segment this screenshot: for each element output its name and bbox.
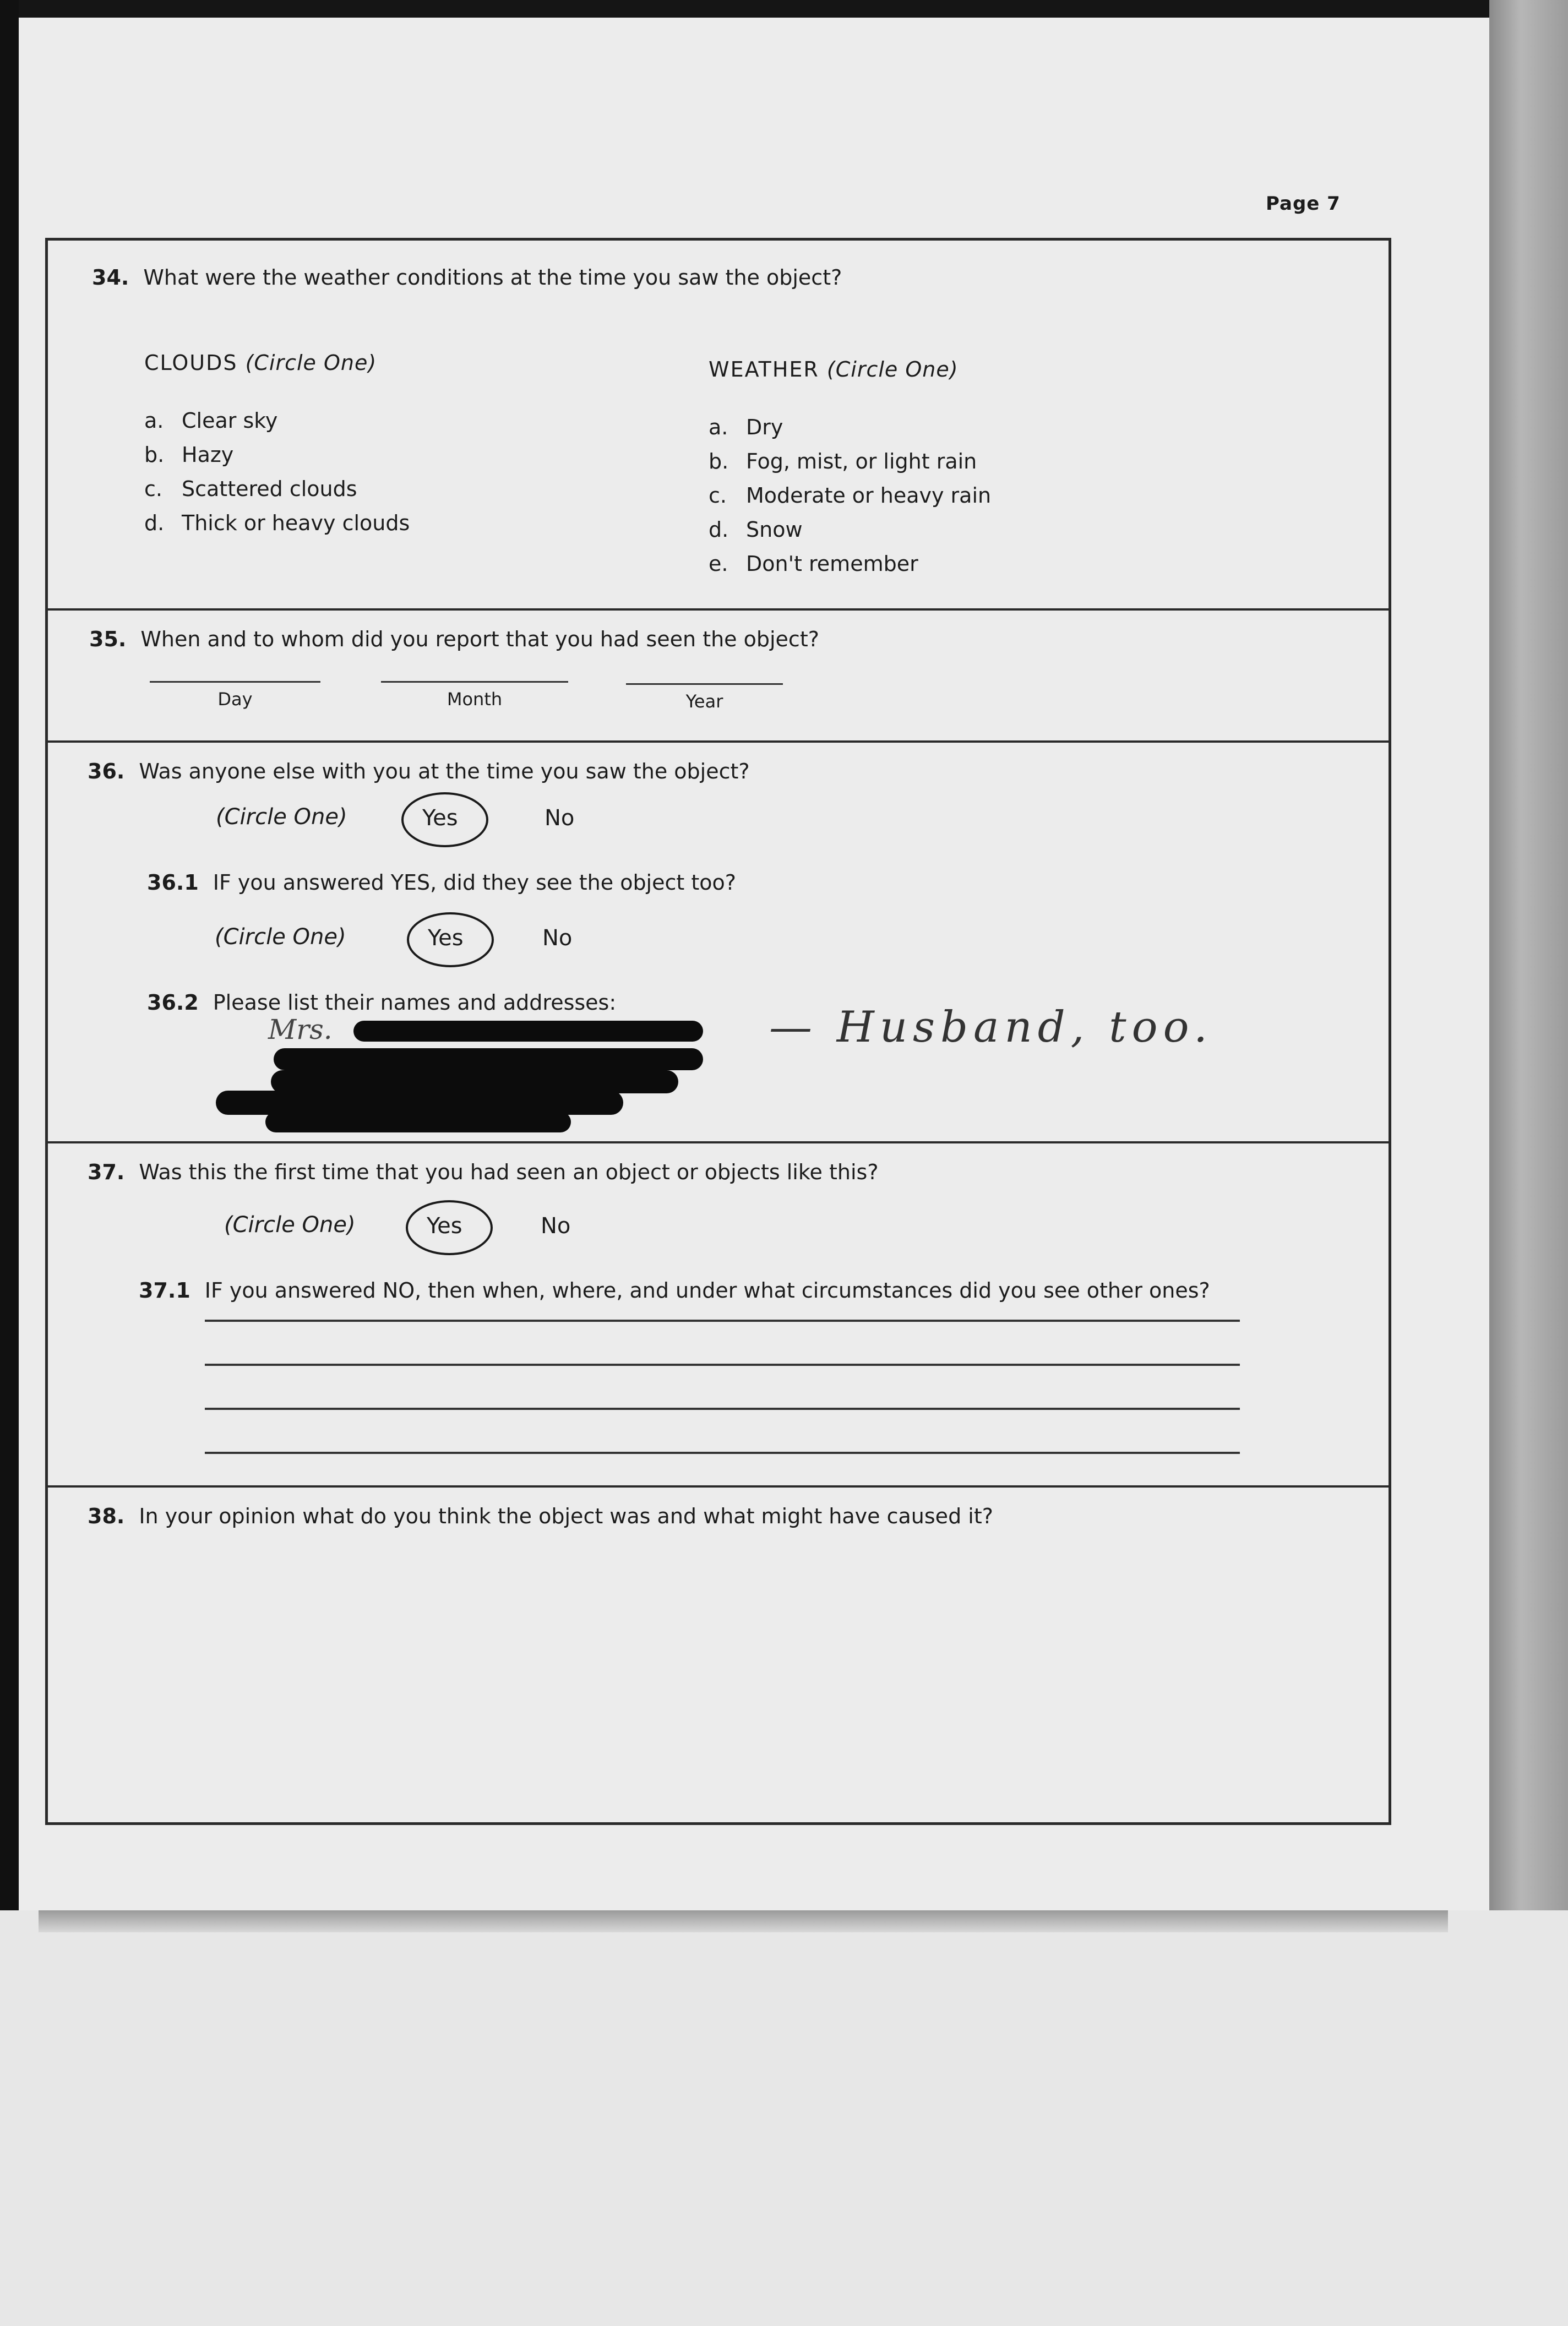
question-text: Was anyone else with you at the time you saw the object?: [139, 759, 750, 783]
weather-option[interactable]: [709, 449, 977, 473]
redaction-bar: [271, 1070, 678, 1093]
question-37-section: [48, 1143, 1389, 1488]
day-caption: Day: [217, 689, 253, 710]
scan-right-edge: [1489, 0, 1568, 1949]
weather-option[interactable]: [709, 415, 783, 439]
yes-option-selected[interactable]: Yes: [428, 925, 464, 951]
clouds-instruction: (Circle One): [245, 351, 377, 375]
form-page: [19, 18, 1489, 1910]
clouds-option[interactable]: [144, 443, 233, 467]
circle-one-instruction: (Circle One): [215, 924, 346, 950]
questionnaire-form: [45, 238, 1391, 1825]
option-text: Snow: [746, 518, 803, 542]
option-letter: c.: [709, 483, 727, 508]
option-text: Moderate or heavy rain: [746, 483, 992, 508]
question-text: In your opinion what do you think the object was and what might have caused it?: [139, 1504, 993, 1528]
month-caption: Month: [447, 689, 503, 710]
question-text: IF you answered NO, then when, where, and under what circumstances did you see other ones?: [204, 1278, 1210, 1303]
option-text: Hazy: [182, 443, 234, 467]
option-text: Clear sky: [182, 408, 278, 433]
redaction-bar: [265, 1112, 571, 1132]
circle-one-instruction: (Circle One): [216, 804, 347, 830]
answer-line[interactable]: [205, 1320, 1240, 1322]
question-text: IF you answered YES, did they see the object too?: [213, 870, 736, 895]
question-text: Please list their names and addresses:: [213, 990, 617, 1015]
question-number: 38.: [88, 1504, 125, 1528]
year-caption: Year: [685, 691, 723, 712]
question-36-1: [147, 870, 736, 895]
question-number: 36.2: [147, 990, 199, 1015]
question-number: 37.1: [139, 1278, 190, 1303]
question-34-section: [48, 241, 1389, 611]
circle-one-instruction: (Circle One): [224, 1212, 356, 1238]
question-35-section: [48, 611, 1389, 743]
question-number: 36.: [88, 759, 125, 783]
weather-option[interactable]: [709, 552, 918, 576]
answer-line[interactable]: [205, 1364, 1240, 1366]
handwritten-mrs: Mrs.: [268, 1014, 333, 1045]
option-text: Don't remember: [746, 552, 918, 576]
question-35: [89, 627, 819, 651]
option-letter: d.: [144, 511, 165, 535]
option-letter: c.: [144, 477, 162, 501]
handwritten-husband-note: — Husband, too.: [769, 1003, 1213, 1052]
redaction-bar: [353, 1021, 703, 1042]
option-letter: e.: [709, 552, 728, 576]
question-37: [88, 1160, 878, 1184]
day-input[interactable]: [150, 681, 320, 683]
year-input[interactable]: [626, 683, 783, 685]
option-text: Thick or heavy clouds: [182, 511, 410, 535]
option-letter: b.: [709, 449, 729, 473]
weather-option[interactable]: [709, 483, 991, 508]
weather-label: WEATHER: [709, 357, 819, 382]
option-letter: a.: [144, 408, 164, 433]
question-36-section: [48, 743, 1389, 1143]
clouds-label: CLOUDS: [144, 351, 238, 375]
question-36-2: [147, 990, 616, 1015]
option-letter: d.: [709, 518, 729, 542]
question-text: What were the weather conditions at the time you saw the object?: [143, 265, 842, 290]
clouds-option[interactable]: [144, 511, 410, 535]
weather-option[interactable]: [709, 518, 803, 542]
option-letter: b.: [144, 443, 165, 467]
scan-top-edge: [0, 0, 1520, 18]
question-38: [88, 1504, 993, 1528]
no-option[interactable]: No: [545, 805, 575, 831]
answer-line[interactable]: [205, 1408, 1240, 1410]
option-text: Fog, mist, or light rain: [746, 449, 977, 473]
question-number: 34.: [92, 265, 129, 290]
option-text: Dry: [746, 415, 783, 439]
question-text: Was this the first time that you had seen an object or objects like this?: [139, 1160, 879, 1184]
yes-option-selected[interactable]: Yes: [422, 805, 458, 831]
question-37-1: [139, 1278, 1210, 1303]
yes-option-selected[interactable]: Yes: [427, 1213, 462, 1239]
scan-page-shadow: [39, 1910, 1448, 1932]
option-letter: a.: [709, 415, 728, 439]
question-text: When and to whom did you report that you had seen the object?: [140, 627, 819, 651]
question-number: 35.: [89, 627, 127, 651]
answer-area[interactable]: [81, 1548, 1347, 1807]
clouds-option[interactable]: [144, 408, 277, 433]
weather-heading: [709, 357, 959, 382]
clouds-heading: [144, 351, 377, 375]
question-number: 37.: [88, 1160, 125, 1184]
question-36: [88, 759, 750, 783]
weather-instruction: (Circle One): [826, 357, 959, 382]
redaction-bar: [274, 1048, 703, 1070]
month-input[interactable]: [381, 681, 568, 683]
answer-line[interactable]: [205, 1452, 1240, 1454]
question-34: [92, 265, 842, 290]
question-38-section: [48, 1488, 1389, 1823]
no-option[interactable]: No: [542, 925, 573, 951]
question-number: 36.1: [147, 870, 199, 895]
no-option[interactable]: No: [541, 1213, 571, 1239]
scan-bottom-area: [0, 1910, 1568, 2326]
option-text: Scattered clouds: [182, 477, 357, 501]
scan-left-edge: [0, 0, 19, 1910]
clouds-option[interactable]: [144, 477, 357, 501]
page-number: Page 7: [1266, 193, 1341, 215]
